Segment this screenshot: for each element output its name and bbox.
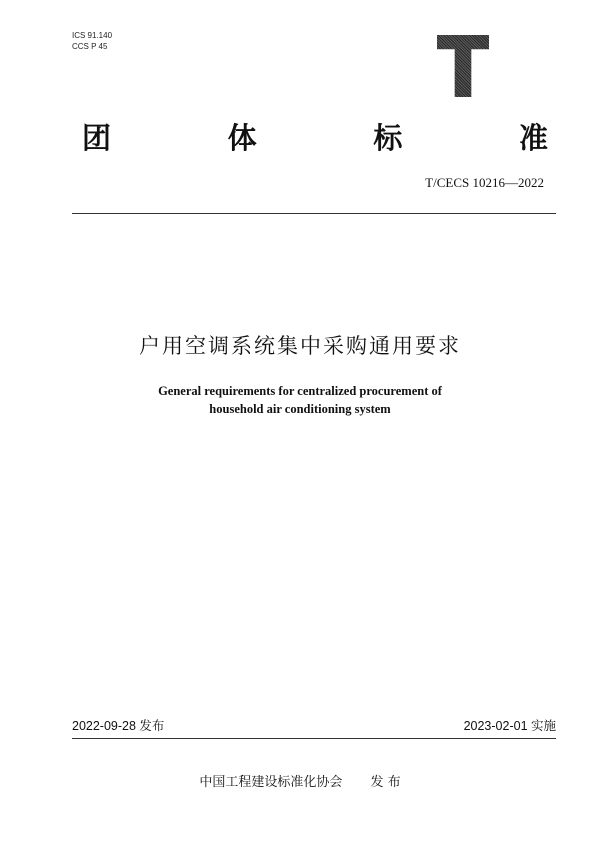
publisher-name: 中国工程建设标准化协会 — [199, 775, 343, 790]
document-type-heading — [82, 118, 548, 158]
classification-codes — [72, 30, 112, 52]
bottom-divider — [72, 738, 556, 739]
title-english-line-1: General requirements for centralized procurement of — [158, 384, 442, 398]
heading-char-1: 团 — [82, 120, 112, 155]
standard-number: T/CECS 10216—2022 — [425, 175, 544, 190]
implementation-date: 2023-02-01 实施 — [463, 719, 556, 733]
ics-code: ICS 91.140 — [72, 31, 113, 40]
issue-date: 2022-09-28 发布 — [72, 719, 165, 733]
heading-char-3: 标 — [373, 120, 403, 155]
group-standard-t-logo — [437, 35, 489, 97]
publisher-action: 发 布 — [370, 775, 401, 790]
publisher-line — [0, 771, 600, 790]
title-chinese: 户用空调系统集中采购通用要求 — [139, 334, 461, 358]
top-divider — [72, 213, 556, 214]
title-english-line-2: household air conditioning system — [209, 402, 391, 416]
title-english — [0, 382, 600, 418]
heading-char-4: 准 — [518, 120, 548, 155]
ccs-code: CCS P 45 — [72, 42, 108, 51]
heading-char-2: 体 — [227, 120, 257, 155]
